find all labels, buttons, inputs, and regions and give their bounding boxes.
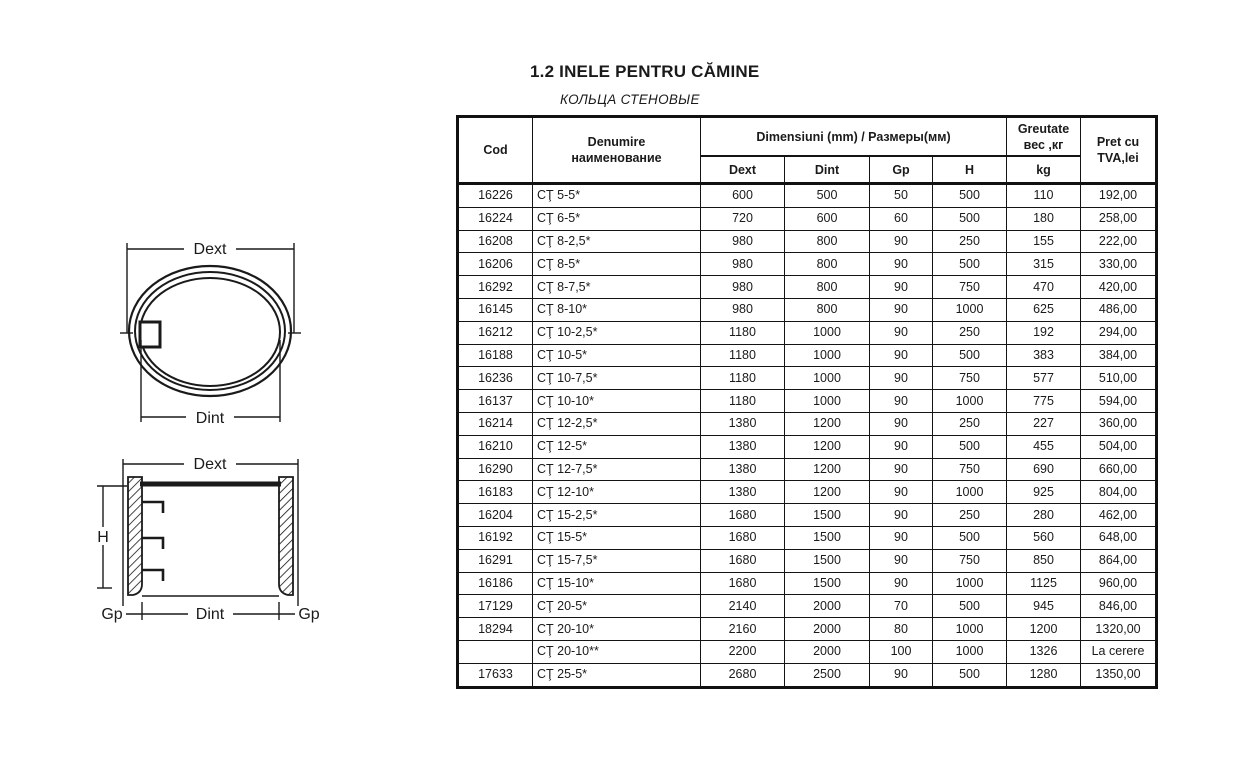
col-header-h: H bbox=[933, 156, 1007, 184]
cell-pret: 420,00 bbox=[1081, 276, 1157, 299]
cell-dext: 2680 bbox=[701, 663, 785, 687]
cell-cod: 17633 bbox=[458, 663, 533, 687]
cell-pret: 648,00 bbox=[1081, 526, 1157, 549]
cell-cod: 16291 bbox=[458, 549, 533, 572]
cell-denumire: CŢ 12-10* bbox=[533, 481, 701, 504]
cell-denumire: CŢ 10-10* bbox=[533, 390, 701, 413]
cell-pret: 504,00 bbox=[1081, 435, 1157, 458]
cell-dext: 1180 bbox=[701, 367, 785, 390]
cell-pret: 192,00 bbox=[1081, 184, 1157, 208]
cell-cod: 16214 bbox=[458, 412, 533, 435]
cell-pret: 222,00 bbox=[1081, 230, 1157, 253]
cell-dext: 980 bbox=[701, 230, 785, 253]
cell-denumire: CŢ 5-5* bbox=[533, 184, 701, 208]
cell-gp: 90 bbox=[870, 367, 933, 390]
cell-denumire: CŢ 12-7,5* bbox=[533, 458, 701, 481]
cell-cod: 16192 bbox=[458, 526, 533, 549]
cell-pret: 960,00 bbox=[1081, 572, 1157, 595]
cell-kg: 925 bbox=[1007, 481, 1081, 504]
cell-h: 500 bbox=[933, 184, 1007, 208]
cell-cod: 16236 bbox=[458, 367, 533, 390]
cell-dint: 1500 bbox=[785, 504, 870, 527]
cell-gp: 90 bbox=[870, 663, 933, 687]
cell-denumire: CŢ 20-10** bbox=[533, 640, 701, 663]
cell-cod: 16212 bbox=[458, 321, 533, 344]
table-row bbox=[458, 504, 1157, 527]
cell-kg: 577 bbox=[1007, 367, 1081, 390]
cell-gp: 90 bbox=[870, 253, 933, 276]
cell-kg: 155 bbox=[1007, 230, 1081, 253]
cell-dint: 2000 bbox=[785, 618, 870, 641]
cell-gp: 90 bbox=[870, 572, 933, 595]
section-dint-label: Dint bbox=[195, 606, 225, 623]
cell-dint: 1500 bbox=[785, 526, 870, 549]
section-h-label: H bbox=[97, 529, 109, 546]
cell-denumire: CŢ 12-5* bbox=[533, 435, 701, 458]
cell-cod bbox=[458, 640, 533, 663]
cell-dext: 2160 bbox=[701, 618, 785, 641]
cell-dext: 1180 bbox=[701, 390, 785, 413]
cell-gp: 90 bbox=[870, 435, 933, 458]
cell-kg: 180 bbox=[1007, 207, 1081, 230]
table-row bbox=[458, 618, 1157, 641]
cell-gp: 90 bbox=[870, 526, 933, 549]
col-header-dimensiuni: Dimensiuni (mm) / Размеры(мм) bbox=[701, 117, 1007, 157]
cell-h: 500 bbox=[933, 526, 1007, 549]
cell-gp: 90 bbox=[870, 344, 933, 367]
wall-section-left bbox=[128, 477, 142, 595]
table-body bbox=[458, 184, 1157, 688]
cell-gp: 90 bbox=[870, 390, 933, 413]
cell-cod: 16226 bbox=[458, 184, 533, 208]
cell-h: 1000 bbox=[933, 640, 1007, 663]
cell-h: 1000 bbox=[933, 618, 1007, 641]
cell-h: 250 bbox=[933, 412, 1007, 435]
cell-pret: 258,00 bbox=[1081, 207, 1157, 230]
col-header-gp: Gp bbox=[870, 156, 933, 184]
cell-gp: 100 bbox=[870, 640, 933, 663]
cell-pret: 360,00 bbox=[1081, 412, 1157, 435]
cell-dext: 980 bbox=[701, 253, 785, 276]
cell-h: 1000 bbox=[933, 390, 1007, 413]
cell-dext: 1380 bbox=[701, 481, 785, 504]
cell-gp: 90 bbox=[870, 504, 933, 527]
cell-h: 750 bbox=[933, 276, 1007, 299]
table-row bbox=[458, 572, 1157, 595]
cell-pret: 1350,00 bbox=[1081, 663, 1157, 687]
cell-denumire: CŢ 15-5* bbox=[533, 526, 701, 549]
cell-denumire: CŢ 12-2,5* bbox=[533, 412, 701, 435]
cell-gp: 90 bbox=[870, 230, 933, 253]
cell-dext: 980 bbox=[701, 276, 785, 299]
table-row bbox=[458, 526, 1157, 549]
table-row bbox=[458, 412, 1157, 435]
cell-cod: 16186 bbox=[458, 572, 533, 595]
cell-dext: 1380 bbox=[701, 458, 785, 481]
cell-kg: 690 bbox=[1007, 458, 1081, 481]
cell-kg: 775 bbox=[1007, 390, 1081, 413]
cell-dint: 1200 bbox=[785, 435, 870, 458]
cell-denumire: CŢ 15-10* bbox=[533, 572, 701, 595]
cell-dext: 1680 bbox=[701, 504, 785, 527]
cell-cod: 16224 bbox=[458, 207, 533, 230]
cell-h: 1000 bbox=[933, 298, 1007, 321]
step-rung bbox=[142, 502, 163, 513]
cell-gp: 90 bbox=[870, 549, 933, 572]
cell-h: 1000 bbox=[933, 572, 1007, 595]
cell-dint: 800 bbox=[785, 253, 870, 276]
cell-dint: 1200 bbox=[785, 458, 870, 481]
cell-denumire: CŢ 8-10* bbox=[533, 298, 701, 321]
table-row bbox=[458, 207, 1157, 230]
table-row bbox=[458, 640, 1157, 663]
cell-pret: 510,00 bbox=[1081, 367, 1157, 390]
cell-dint: 600 bbox=[785, 207, 870, 230]
cell-h: 750 bbox=[933, 458, 1007, 481]
cell-denumire: CŢ 20-5* bbox=[533, 595, 701, 618]
cell-dext: 1180 bbox=[701, 321, 785, 344]
cell-gp: 60 bbox=[870, 207, 933, 230]
cell-pret: 660,00 bbox=[1081, 458, 1157, 481]
table-row bbox=[458, 549, 1157, 572]
table-row bbox=[458, 298, 1157, 321]
table-row bbox=[458, 663, 1157, 687]
cell-pret: 330,00 bbox=[1081, 253, 1157, 276]
plan-dint-label: Dint bbox=[195, 410, 225, 427]
cell-dint: 1000 bbox=[785, 390, 870, 413]
cell-dint: 2000 bbox=[785, 640, 870, 663]
table-row bbox=[458, 321, 1157, 344]
step-rung bbox=[142, 538, 163, 549]
table-row bbox=[458, 481, 1157, 504]
page-title: 1.2 INELE PENTRU CĂMINE bbox=[530, 62, 760, 81]
cell-denumire: CŢ 15-2,5* bbox=[533, 504, 701, 527]
cell-cod: 16292 bbox=[458, 276, 533, 299]
cell-kg: 280 bbox=[1007, 504, 1081, 527]
cell-dint: 1200 bbox=[785, 412, 870, 435]
cell-dext: 600 bbox=[701, 184, 785, 208]
cell-dext: 1180 bbox=[701, 344, 785, 367]
cell-cod: 16188 bbox=[458, 344, 533, 367]
cell-gp: 90 bbox=[870, 276, 933, 299]
cell-h: 250 bbox=[933, 504, 1007, 527]
cell-dext: 1380 bbox=[701, 412, 785, 435]
cell-kg: 850 bbox=[1007, 549, 1081, 572]
cell-cod: 16204 bbox=[458, 504, 533, 527]
cell-dext: 980 bbox=[701, 298, 785, 321]
cell-denumire: CŢ 6-5* bbox=[533, 207, 701, 230]
cell-pret: 804,00 bbox=[1081, 481, 1157, 504]
price-table bbox=[456, 115, 1158, 689]
cell-kg: 192 bbox=[1007, 321, 1081, 344]
cell-h: 250 bbox=[933, 230, 1007, 253]
table-row bbox=[458, 184, 1157, 208]
cell-dext: 1680 bbox=[701, 549, 785, 572]
cell-gp: 90 bbox=[870, 298, 933, 321]
cell-denumire: CŢ 8-7,5* bbox=[533, 276, 701, 299]
cell-cod: 17129 bbox=[458, 595, 533, 618]
cell-kg: 1280 bbox=[1007, 663, 1081, 687]
cell-pret: 384,00 bbox=[1081, 344, 1157, 367]
col-header-pret: Pret cu TVA,lei bbox=[1081, 117, 1157, 184]
cell-h: 1000 bbox=[933, 481, 1007, 504]
joint-step-detail bbox=[140, 322, 160, 347]
cell-h: 500 bbox=[933, 207, 1007, 230]
table-row bbox=[458, 595, 1157, 618]
cell-dint: 1500 bbox=[785, 549, 870, 572]
cell-gp: 90 bbox=[870, 412, 933, 435]
cell-kg: 227 bbox=[1007, 412, 1081, 435]
cell-cod: 16137 bbox=[458, 390, 533, 413]
cell-kg: 455 bbox=[1007, 435, 1081, 458]
cell-dext: 1680 bbox=[701, 572, 785, 595]
cell-gp: 90 bbox=[870, 481, 933, 504]
cell-pret: 846,00 bbox=[1081, 595, 1157, 618]
cell-dext: 720 bbox=[701, 207, 785, 230]
table-row bbox=[458, 276, 1157, 299]
cell-kg: 1326 bbox=[1007, 640, 1081, 663]
table-row bbox=[458, 435, 1157, 458]
cell-kg: 1200 bbox=[1007, 618, 1081, 641]
cell-denumire: CŢ 10-5* bbox=[533, 344, 701, 367]
ring-plan-view bbox=[120, 240, 301, 427]
cell-kg: 625 bbox=[1007, 298, 1081, 321]
cell-dint: 1500 bbox=[785, 572, 870, 595]
cell-h: 500 bbox=[933, 595, 1007, 618]
cell-h: 500 bbox=[933, 435, 1007, 458]
cell-gp: 90 bbox=[870, 321, 933, 344]
cell-dint: 1000 bbox=[785, 321, 870, 344]
table-row bbox=[458, 230, 1157, 253]
cell-h: 500 bbox=[933, 344, 1007, 367]
table-row bbox=[458, 458, 1157, 481]
cell-dext: 2140 bbox=[701, 595, 785, 618]
cell-denumire: CŢ 10-7,5* bbox=[533, 367, 701, 390]
cell-pret: La cerere bbox=[1081, 640, 1157, 663]
cell-h: 250 bbox=[933, 321, 1007, 344]
cell-pret: 486,00 bbox=[1081, 298, 1157, 321]
section-gp-right-label: Gp bbox=[298, 606, 320, 623]
cell-dext: 1380 bbox=[701, 435, 785, 458]
table-row bbox=[458, 367, 1157, 390]
col-header-dint: Dint bbox=[785, 156, 870, 184]
cell-dint: 800 bbox=[785, 230, 870, 253]
cell-kg: 945 bbox=[1007, 595, 1081, 618]
cell-denumire: CŢ 10-2,5* bbox=[533, 321, 701, 344]
cell-cod: 16206 bbox=[458, 253, 533, 276]
cell-dint: 1200 bbox=[785, 481, 870, 504]
cell-gp: 90 bbox=[870, 458, 933, 481]
cell-cod: 16145 bbox=[458, 298, 533, 321]
cell-dint: 1000 bbox=[785, 367, 870, 390]
cell-dint: 800 bbox=[785, 276, 870, 299]
cell-h: 750 bbox=[933, 549, 1007, 572]
cell-h: 500 bbox=[933, 253, 1007, 276]
col-header-denumire: Denumire наименование bbox=[533, 117, 701, 184]
cell-gp: 70 bbox=[870, 595, 933, 618]
cell-gp: 50 bbox=[870, 184, 933, 208]
col-header-dext: Dext bbox=[701, 156, 785, 184]
cell-dext: 2200 bbox=[701, 640, 785, 663]
cell-cod: 18294 bbox=[458, 618, 533, 641]
cell-dint: 2000 bbox=[785, 595, 870, 618]
cell-denumire: CŢ 15-7,5* bbox=[533, 549, 701, 572]
cell-denumire: CŢ 25-5* bbox=[533, 663, 701, 687]
table-row bbox=[458, 253, 1157, 276]
cell-pret: 594,00 bbox=[1081, 390, 1157, 413]
cell-dint: 1000 bbox=[785, 344, 870, 367]
plan-dext-label: Dext bbox=[193, 241, 227, 258]
cell-pret: 462,00 bbox=[1081, 504, 1157, 527]
ring-section-view bbox=[93, 455, 322, 623]
cell-h: 500 bbox=[933, 663, 1007, 687]
table-row bbox=[458, 390, 1157, 413]
cell-denumire: CŢ 8-2,5* bbox=[533, 230, 701, 253]
step-rung bbox=[142, 570, 163, 581]
col-header-kg: kg bbox=[1007, 156, 1081, 184]
cell-denumire: CŢ 20-10* bbox=[533, 618, 701, 641]
cell-cod: 16290 bbox=[458, 458, 533, 481]
section-gp-left-label: Gp bbox=[101, 606, 123, 623]
cell-cod: 16208 bbox=[458, 230, 533, 253]
technical-drawing bbox=[0, 0, 430, 700]
cell-dint: 500 bbox=[785, 184, 870, 208]
cell-kg: 470 bbox=[1007, 276, 1081, 299]
page-subtitle: КОЛЬЦА СТЕНОВЫЕ bbox=[560, 92, 700, 107]
cell-kg: 1125 bbox=[1007, 572, 1081, 595]
cell-dint: 2500 bbox=[785, 663, 870, 687]
cell-cod: 16210 bbox=[458, 435, 533, 458]
col-header-cod: Cod bbox=[458, 117, 533, 184]
table-row bbox=[458, 344, 1157, 367]
cell-kg: 315 bbox=[1007, 253, 1081, 276]
cell-gp: 80 bbox=[870, 618, 933, 641]
cell-dint: 800 bbox=[785, 298, 870, 321]
section-dext-label: Dext bbox=[193, 456, 227, 473]
table-header bbox=[458, 117, 1157, 184]
cell-h: 750 bbox=[933, 367, 1007, 390]
cell-denumire: CŢ 8-5* bbox=[533, 253, 701, 276]
cell-kg: 383 bbox=[1007, 344, 1081, 367]
cell-pret: 294,00 bbox=[1081, 321, 1157, 344]
wall-section-right bbox=[279, 477, 293, 595]
cell-dext: 1680 bbox=[701, 526, 785, 549]
cell-kg: 560 bbox=[1007, 526, 1081, 549]
cell-cod: 16183 bbox=[458, 481, 533, 504]
col-header-greutate: Greutate вес ,кг bbox=[1007, 117, 1081, 157]
cell-kg: 110 bbox=[1007, 184, 1081, 208]
cell-pret: 1320,00 bbox=[1081, 618, 1157, 641]
cell-pret: 864,00 bbox=[1081, 549, 1157, 572]
